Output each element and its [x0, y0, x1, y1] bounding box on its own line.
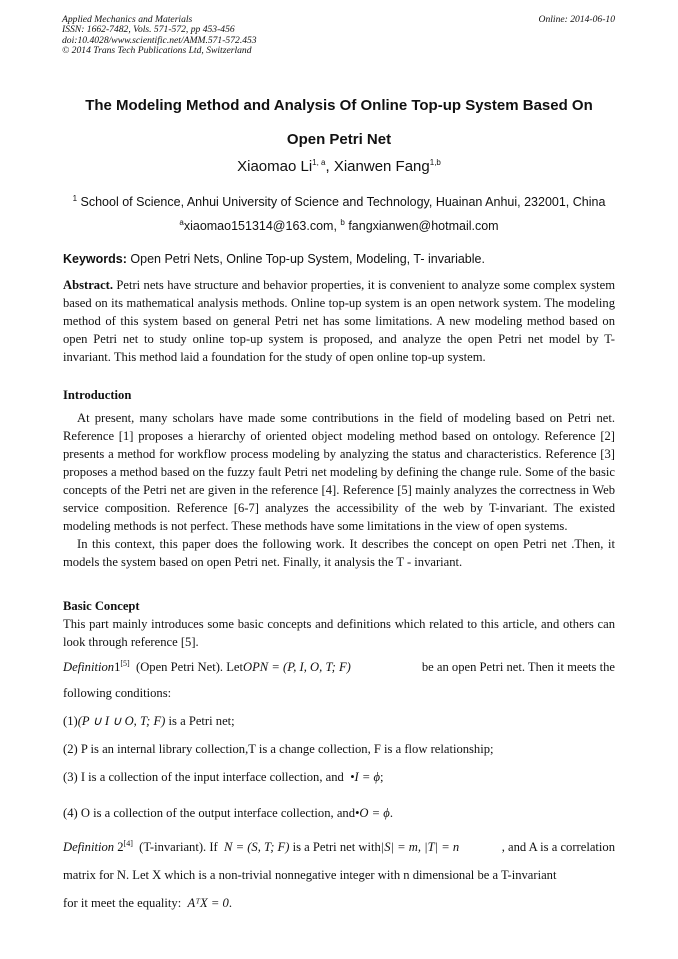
- definition-tail-start: be an open Petri net. Then it meets the: [421, 660, 615, 674]
- email-b: fangxianwen@hotmail.com: [348, 219, 499, 233]
- journal-name: Applied Mechanics and Materials: [62, 14, 193, 25]
- condition-2: (2) P is an internal library collection,T is a change collection, F is a flow relationship;: [63, 742, 494, 756]
- emails: $^a$xiaomao151314@163.com, $^b$ fangxianwen@hotmail.com: [179, 217, 499, 233]
- email-a: xiaomao151314@163.com: [183, 219, 334, 233]
- definition-label: Definition: [63, 660, 115, 674]
- title-line-1: The Modeling Method and Analysis Of Online Top-up System Based On: [85, 97, 593, 114]
- abstract: [63, 276, 615, 366]
- abstract-label: Abstract.: [63, 278, 114, 292]
- formula-sizes: |S| = m, |T| = n: [380, 840, 460, 854]
- issn: ISSN: 1662-7482, Vols. 571-572, pp 453-456: [62, 24, 235, 36]
- paper-title: [63, 89, 615, 157]
- affiliation-text: School of Science, Anhui University of Science and Technology, Huainan Anhui, 232001, China: [80, 195, 606, 209]
- doi: doi:10.4028/www.scientific.net/AMM.571-572.453: [62, 34, 257, 46]
- abstract-text: Petri nets have structure and behavior properties, it is convenient to analyze some complex system based on its mathematical analysis methods. Online top-up system is an open network system. The modeling method of this system based on general Petri net has some limitations. A new modeling method based on open Petri net to study online top-up system is proposed, and analyze the open Petri net model by T-invariant. This method laid a foundation for the study of open online top-up system.: [63, 278, 615, 364]
- author-sup: 1,b: [429, 158, 441, 167]
- introduction-heading: Introduction: [63, 388, 132, 402]
- condition-1: (1)(P ∪ I ∪ O, T; F) is a Petri net;: [63, 714, 235, 728]
- authors: Xiaomao Li$^{1, a}$, Xianwen Fang$^{1,b}$: [237, 158, 441, 175]
- keywords: [63, 252, 615, 266]
- keywords-text: Open Petri Nets, Online Top-up System, Modeling, T- invariable.: [130, 252, 485, 266]
- definition-tail-end: following conditions:: [63, 686, 172, 700]
- copyright: © 2014 Trans Tech Publications Ltd, Switzerland: [62, 45, 252, 57]
- journal-header: [62, 15, 257, 57]
- intro-paragraph-1: At present, many scholars have made some contributions in the field of modeling based on Petri net. Reference [1] proposes a hierarchy of oriented object modeling method based on ontology. Reference [2] presents a method for workflow process modeling by analyzing the status and characteristics. Reference [3] proposes a method based on the fuzzy fault Petri net modeling by defining the change rule. Some of the basic concepts of the Petri net are given in the reference [4]. Reference [5] mainly analyzes the correctness in Web service composition. Reference [6-7] analyzes the accessibility of the web by T-invariant. The existed modeling methods is not perfect. These methods have some limitations in the view of open systems.: [63, 411, 615, 533]
- condition-3: (3) I is a collection of the input interface collection, and •I = ϕ;: [63, 770, 384, 784]
- definition-name: (Open Petri Net). Let: [136, 660, 244, 674]
- title-line-2: Open Petri Net: [286, 131, 392, 148]
- keywords-label: Keywords:: [63, 252, 127, 266]
- author-name: Xiaomao Li: [237, 158, 313, 175]
- definition-1: Definition1[5] (Open Petri Net). LetOPN = (P, I, O, T; F) be an open Petri net. Then it meets the following conditions: (1)(P ∪ I ∪ O, T; F) is a Petri net; (2) P is an internal library collection,T is a change collection, F is a flow relationship; (3) I is a collection of the input interface collection, and •I = ϕ; (4) O is a collection of the output interface collection, and•O = ϕ.: [63, 654, 615, 826]
- formula-n: N = (S, T; F): [224, 840, 290, 854]
- affiliation: [63, 195, 615, 209]
- formula-t-invariant: AᵀX = 0: [187, 896, 229, 910]
- basic-concept-heading: Basic Concept: [63, 599, 140, 613]
- online-date: Online: 2014-06-10: [538, 14, 615, 25]
- formula-opn: OPN = (P, I, O, T; F): [243, 660, 351, 674]
- definition-2: Definition 2[4] (T-invariant). If N = (S, T; F) is a Petri net with|S| = m, |T| = n , and A is a correlation matrix for N. Let X which is a non-trivial nonnegative integer with n dimensional be a T-invariant for it meet the equality: AᵀX = 0.: [63, 838, 615, 910]
- introduction-section: [63, 388, 615, 571]
- intro-paragraph-2: In this context, this paper does the following work. It describes the concept on open Petri net .Then, it models the system based on open Petri net. Finally, it analysis the T - invariant.: [63, 537, 615, 569]
- author-name: Xianwen Fang: [333, 158, 430, 175]
- affiliation-sup: 1: [72, 193, 78, 203]
- condition-4: (4) O is a collection of the output interface collection, and•O = ϕ.: [63, 806, 393, 820]
- basic-concept-section: [63, 597, 615, 651]
- basic-concept-intro: This part mainly introduces some basic concepts and definitions which related to this article, and others can look through reference [5].: [63, 617, 615, 649]
- author-sup: 1, a: [312, 158, 326, 167]
